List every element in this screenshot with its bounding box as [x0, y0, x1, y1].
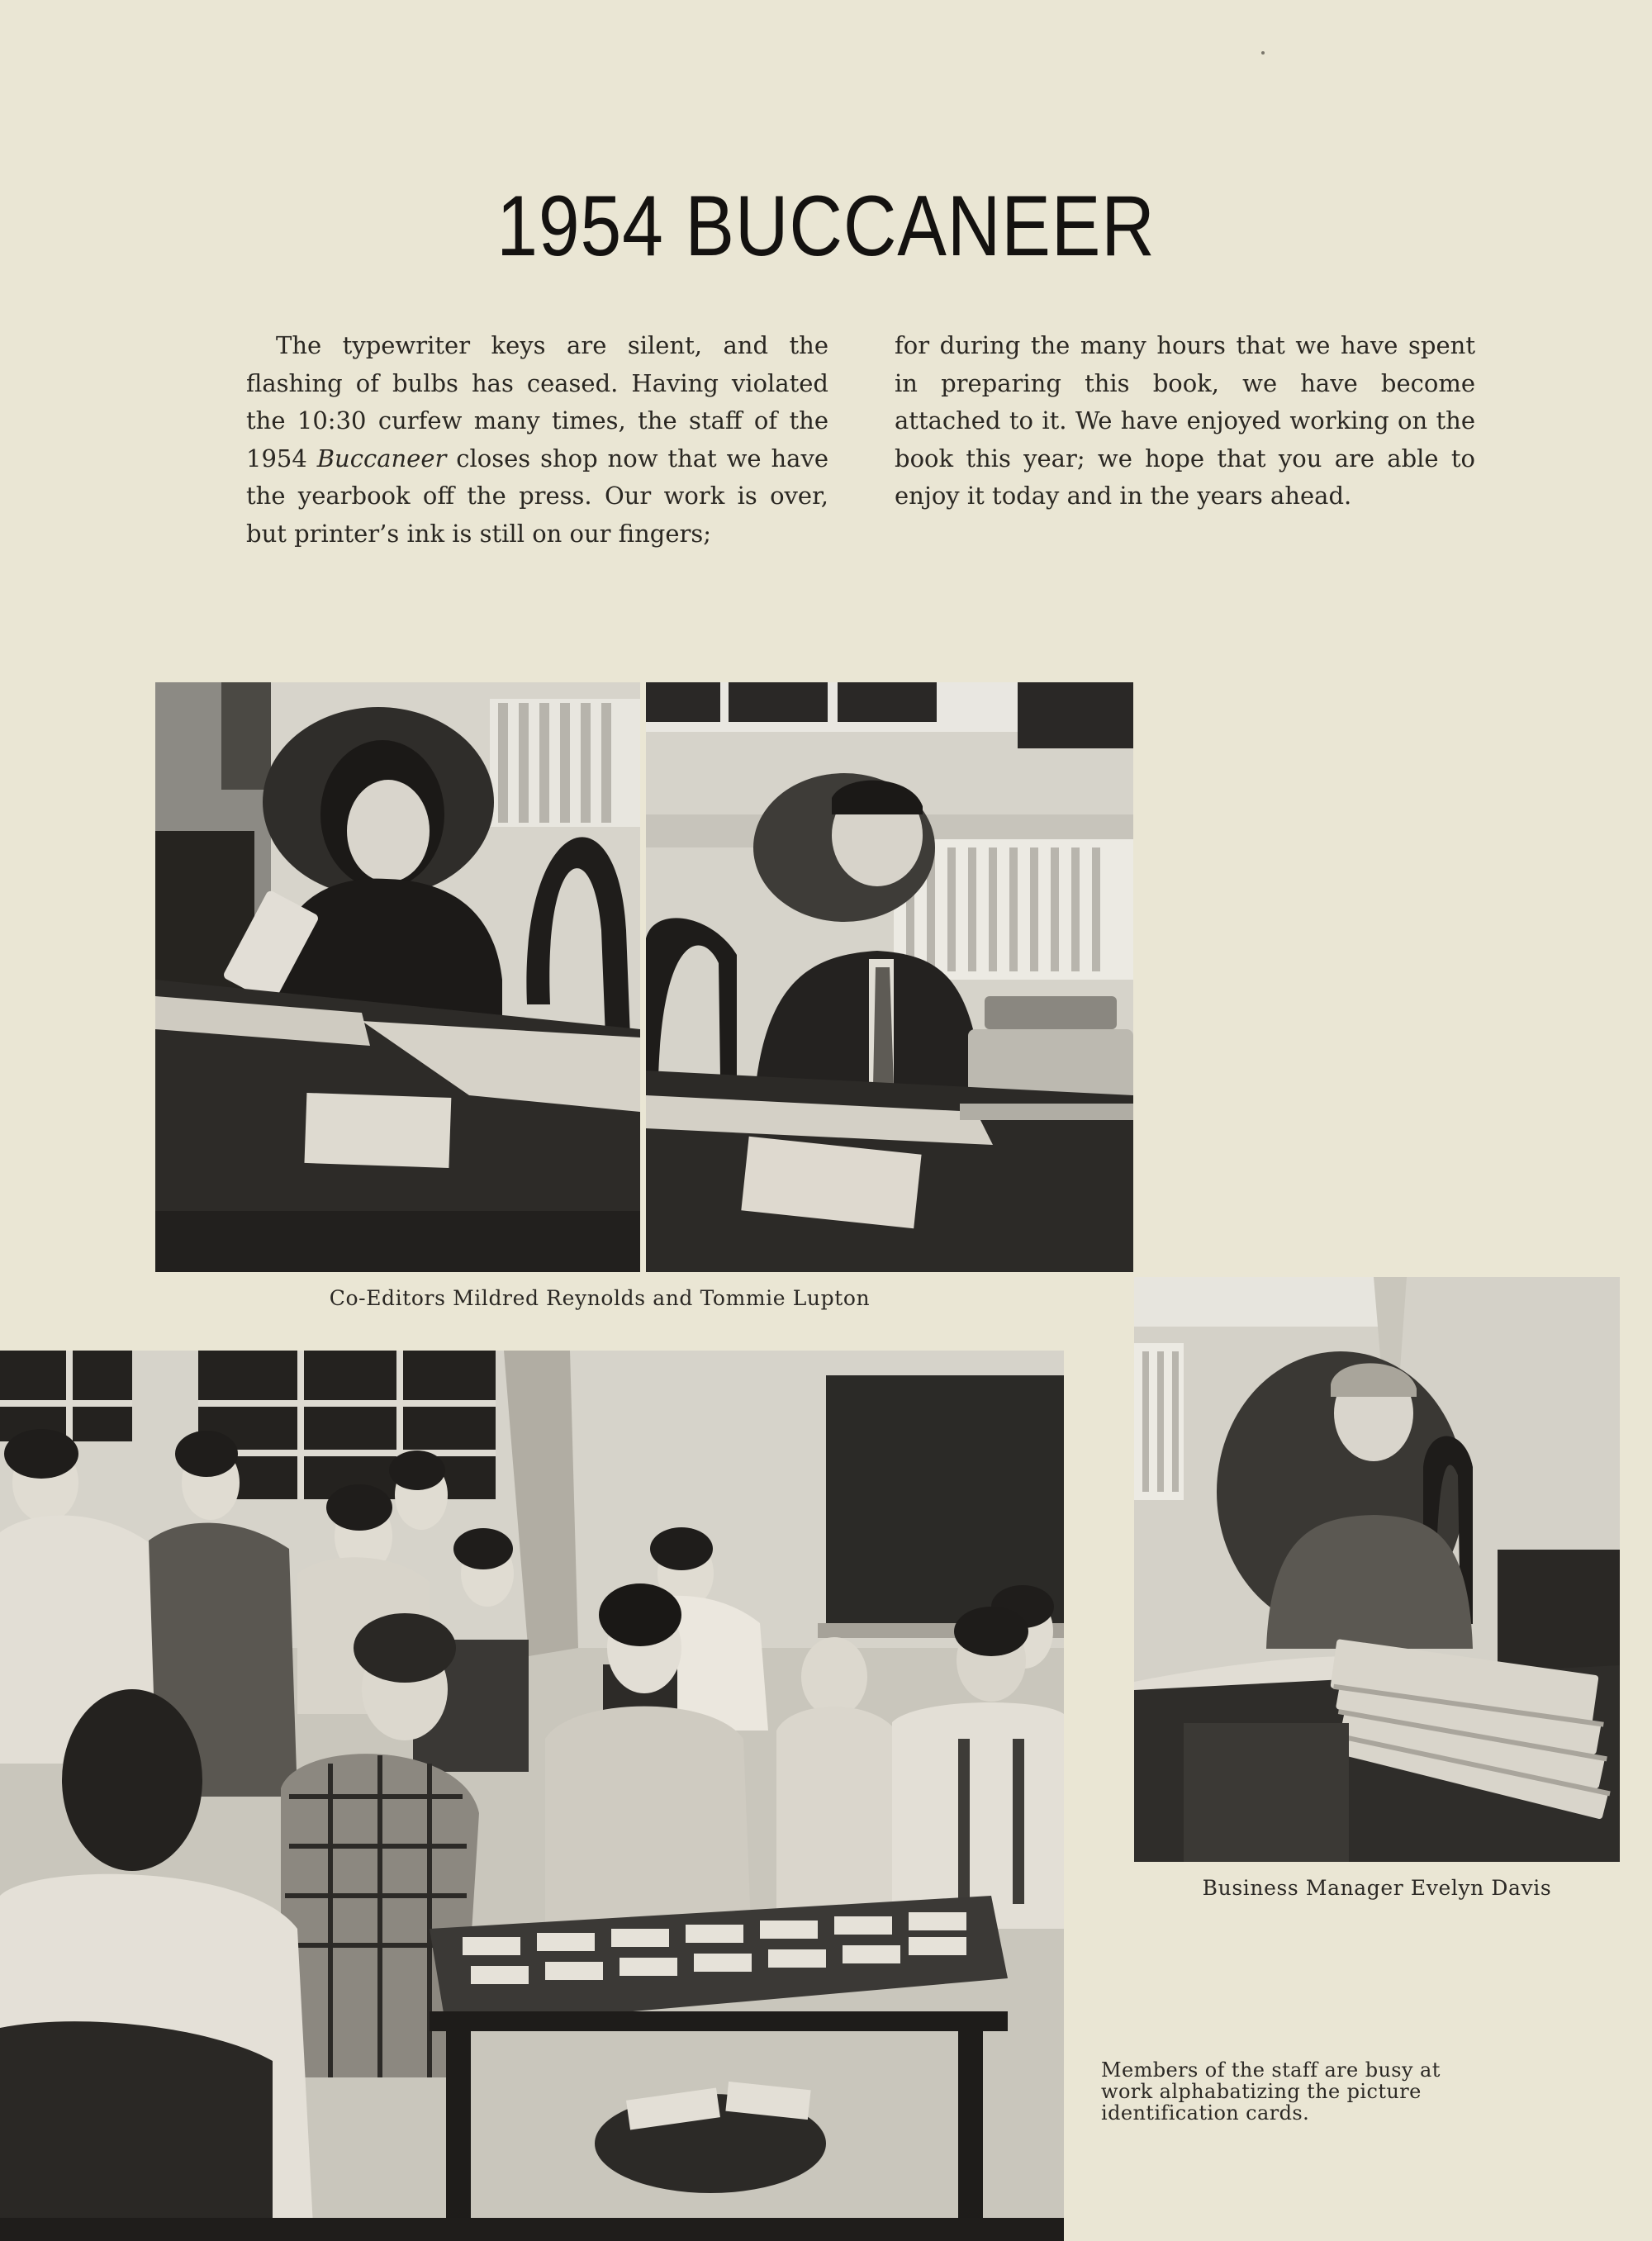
yearbook-name: Buccaneer [316, 444, 447, 472]
caption-coeditors: Co-Editors Mildred Reynolds and Tommie Lupton [329, 1286, 871, 1310]
intro-text-a: The typewriter keys are silent, and the flashing of bulbs has ceased. Having violated the 10:30 curfew many times, the staff of the 1954 [246, 331, 828, 472]
page-title: 1954 BUCCANEER [496, 178, 1156, 274]
photo-staff-at-work [0, 1351, 1064, 2241]
paper-speck [1261, 51, 1265, 55]
photo-coeditor-mildred [155, 682, 640, 1272]
intro-text-b: closes shop now that we have the yearbook off the press. Our work is over, but printer’s ink is still on our fingers; [246, 444, 828, 548]
photo-coeditor-tommie [646, 682, 1133, 1272]
intro-column-1 [246, 327, 828, 553]
intro-column-2: for during the many hours that we have spent in preparing this book, we have become attached to it. We have enjoyed working on the book this year; we hope that you are able to enjoy it today and in the years ahead. [895, 331, 1475, 510]
photo-business-manager [1134, 1277, 1620, 1862]
caption-staff: Members of the staff are busy at work alphabatizing the picture identification cards. [1101, 2058, 1441, 2125]
caption-business-manager: Business Manager Evelyn Davis [1202, 1876, 1552, 1900]
